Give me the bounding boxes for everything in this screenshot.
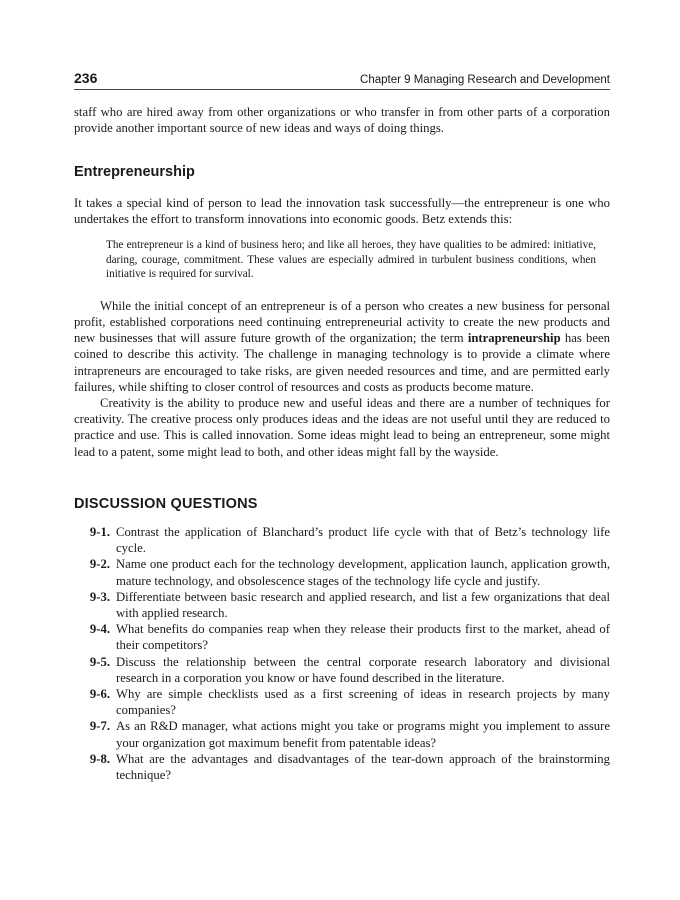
question-number: 9-8. [89,751,110,766]
question-text: Name one product each for the technology development, application launch, application growth, mature technology, and obsolescence stages of the technology life cycle and justify. [116,557,610,588]
question-item [74,718,610,750]
section-heading-discussion: DISCUSSION QUESTIONS [74,495,258,512]
header-rule [74,89,610,90]
running-head: Chapter 9 Managing Research and Development [360,74,610,86]
question-item [74,654,610,686]
entrepreneurship-paragraph-1: It takes a special kind of person to lead the innovation task successfully—the entrepreneur is one who undertakes the effort to transform innovations into economic goods. Betz extends this: [74,195,610,226]
block-quote: The entrepreneur is a kind of business hero; and like all heroes, they have qualities to be admired: initiative, daring, courage, commitment. These values are especially admired in turbulent business conditions, when initiative is required for survival. [106,239,596,281]
intro-paragraph: staff who are hired away from other organizations or who transfer in from other parts of a corporation provide another important source of new ideas and ways of doing things. [74,105,610,136]
question-text: Contrast the application of Blanchard’s product life cycle with that of Betz’s technology life cycle. [116,525,610,556]
question-number: 9-2. [89,557,110,572]
paragraph-2-text-end: has been coined to describe this activity. The challenge in managing technology is to provide a climate where intrapreneurs are encouraged to take risks, are given needed resources and time, and are permitted early failures, while shifting to closer control of resources and costs as products become mature. [74,331,610,394]
question-number: 9-1. [89,525,110,540]
question-text: As an R&D manager, what actions might you take or programs might you implement to assure your organization got maximum benefit from patentable ideas? [116,719,610,750]
question-number: 9-5. [89,654,110,669]
question-item [74,621,610,653]
question-number: 9-6. [89,687,110,702]
page-number: 236 [74,70,98,86]
question-text: Differentiate between basic research and applied research, and list a few organizations that deal with applied research. [116,589,610,621]
question-number: 9-4. [89,622,110,637]
question-text: Why are simple checklists used as a first screening of ideas in research projects by many companies? [116,687,610,718]
question-text: What benefits do companies reap when they release their products first to the market, ahead of their competitors? [116,622,610,653]
question-number: 9-3. [89,589,110,604]
question-text: Discuss the relationship between the central corporate research laboratory and divisional research in a corporation you know or have found described in the literature. [116,654,610,685]
question-item [74,524,610,556]
entrepreneurship-paragraph-2 [74,298,610,395]
page-header [74,70,610,86]
paragraph-2-text-start: While the initial concept of an entrepreneur is of a person who creates a new business for personal profit, established corporations need continuing entrepreneurial activity to create the new products and new businesses that will assure future growth of the organization; the term [74,298,610,346]
question-item [74,556,610,588]
term-intrapreneurship: intrapreneurship [467,331,561,346]
question-number: 9-7. [89,719,110,734]
question-item [74,686,610,718]
section-heading-entrepreneurship: Entrepreneurship [74,164,195,181]
discussion-question-list [74,524,610,783]
page-body [74,104,610,783]
question-item [74,589,610,621]
question-text: What are the advantages and disadvantages of the tear-down approach of the brainstorming technique? [116,751,610,783]
question-item [74,751,610,783]
entrepreneurship-paragraph-3: Creativity is the ability to produce new and useful ideas and there are a number of techniques for creativity. The creative process only produces ideas and the ideas are not useful until they are reduced to practice and use. This is called innovation. Some ideas might lead to being an entrepreneur, some might lead to a patent, some might lead to both, and other ideas might fall by the wayside. [74,396,610,459]
